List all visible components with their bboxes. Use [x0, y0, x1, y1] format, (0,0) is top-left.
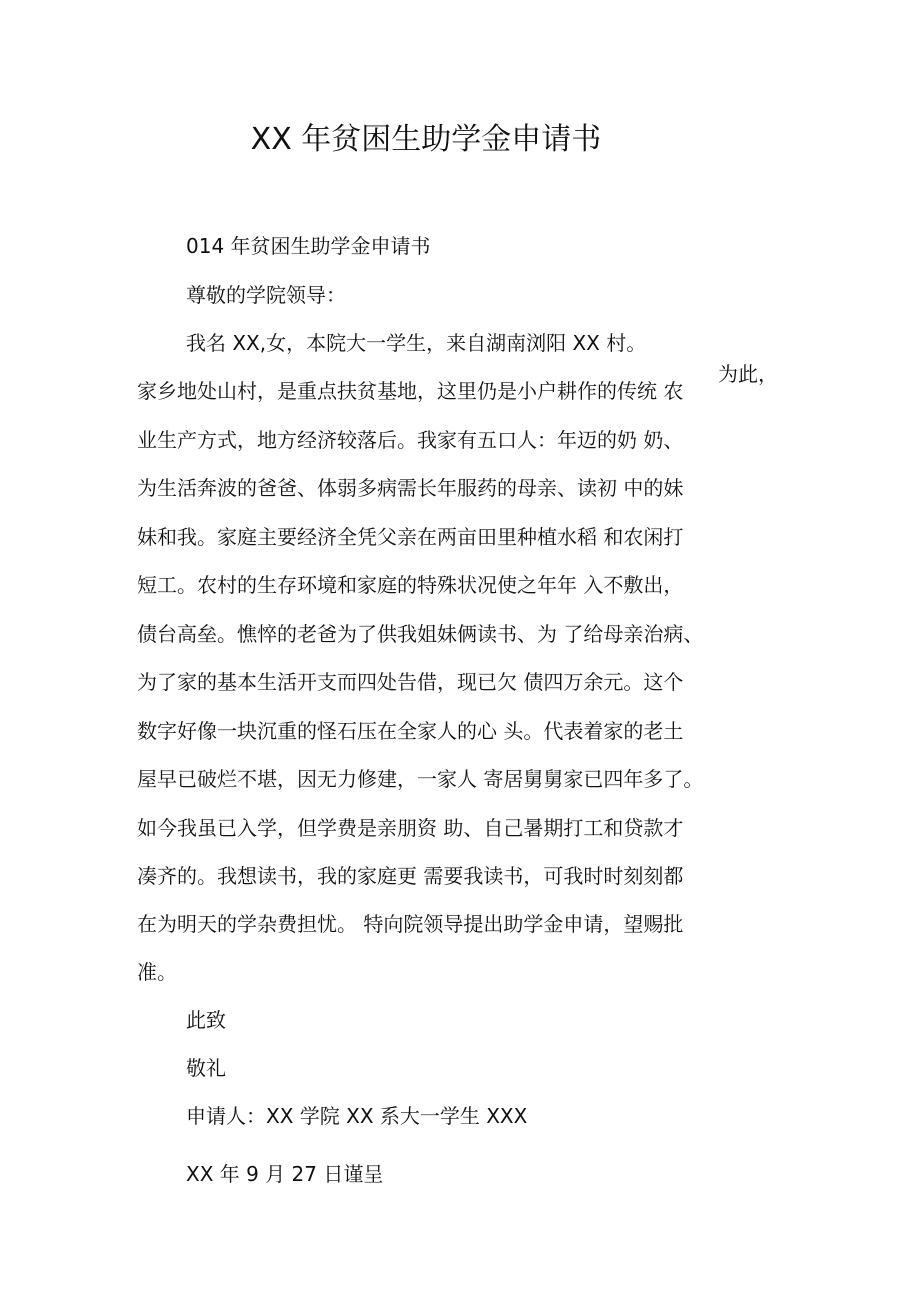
body-line: 短工。农村的生存环境和家庭的特殊状况使之年年 入不敷出， — [137, 573, 684, 597]
body-line: 如今我虽已入学，但学费是亲朋资 助、自己暑期打工和贷款才 — [137, 816, 684, 840]
body-line: 业生产方式，地方经济较落后。我家有五口人：年迈的奶 奶、 — [137, 428, 684, 452]
closing-regards: 敬礼 — [186, 1056, 226, 1080]
body-line: 数字好像一块沉重的怪石压在全家人的心 头。代表着家的老土 — [137, 719, 684, 743]
date-line: XX 年 9 月 27 日谨呈 — [186, 1162, 384, 1186]
intro-line: 我名 XX,女，本院大一学生，来自湖南浏阳 XX 村。 — [186, 331, 647, 355]
body-line: 家乡地处山村，是重点扶贫基地，这里仍是小户耕作的传统 农 — [137, 379, 684, 403]
body-line: 屋早已破烂不堪，因无力修建，一家人 寄居舅舅家已四年多了。 — [137, 767, 704, 791]
document-subtitle: 014 年贫困生助学金申请书 — [186, 234, 431, 258]
body-line: 凑齐的。我想读书，我的家庭更 需要我读书，可我时时刻刻都 — [137, 864, 684, 888]
body-line: 为生活奔波的爸爸、体弱多病需长年服药的母亲、读初 中的妹 — [137, 476, 684, 500]
body-line: 准。 — [137, 960, 177, 984]
margin-note: 为此， — [718, 362, 778, 386]
applicant-line: 申请人：XX 学院 XX 系大一学生 XXX — [186, 1104, 528, 1128]
salutation: 尊敬的学院领导： — [186, 283, 346, 307]
body-line: 妹和我。家庭主要经济全凭父亲在两亩田里种植水稻 和农闲打 — [137, 525, 684, 549]
document-title: XX 年贫困生助学金申请书 — [250, 122, 602, 157]
body-line: 为了家的基本生活开支而四处告借，现已欠 债四万余元。这个 — [137, 670, 684, 694]
closing-salutation: 此致 — [186, 1008, 226, 1032]
body-line: 在为明天的学杂费担忧。 特向院领导提出助学金申请，望赐批 — [137, 912, 684, 936]
body-line: 债台高垒。憔悴的老爸为了供我姐妹俩读书、为 了给母亲治病、 — [137, 622, 704, 646]
